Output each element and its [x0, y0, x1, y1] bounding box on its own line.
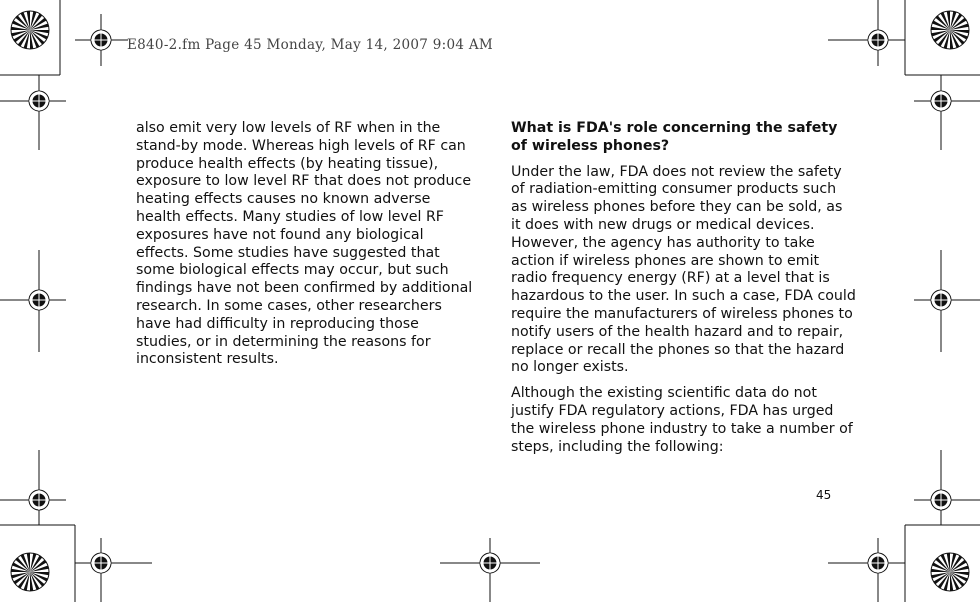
section-heading: What is FDA's role concerning the safety of wireless phones?	[511, 120, 838, 154]
color-target-bottom-right-icon	[931, 553, 969, 591]
file-stamp: E840-2.fm Page 45 Monday, May 14, 2007 9:04 AM	[127, 37, 493, 53]
registration-mark-bottom-center-icon	[440, 538, 540, 602]
starburst-ray	[15, 15, 30, 30]
registration-mark-top-left-icon	[75, 14, 128, 66]
body-paragraph: also emit very low levels of RF when in the stand-by mode. Whereas high levels of RF can produce health effects (by heating tissue), exposure to low level RF that does not produce heating effects causes no known adverse health effects. Many studies of low level RF exposures have not found any biological effects. Some studies have suggested that some biological effects may occur, but such findings have not been confirmed by additional research. In some cases, other researchers have had difficulty in reproducing those studies, or in determining the reasons for inconsistent results.	[136, 120, 473, 368]
starburst-ray	[950, 30, 965, 45]
body-paragraph: Under the law, FDA does not review the safety of radiation-emitting consumer products such as wireless phones before they can be sold, as it does with new drugs or medical devices. However, the agency has authority to take action if wireless phones are shown to emit radio frequency energy (RF) at a level that is hazardous to the user. In such a case, FDA could require the manufacturers of wireless phones to notify users of the health hazard and to repair, replace or recall the phones so that the hazard no longer exists.	[511, 163, 856, 376]
registration-mark-left-upper-icon	[0, 75, 66, 150]
color-target-top-right-icon	[931, 11, 969, 49]
starburst-ray	[15, 557, 30, 572]
registration-mark-top-right-icon	[828, 0, 905, 66]
registration-mark-right-upper-icon	[914, 75, 980, 150]
starburst-ray	[30, 572, 45, 587]
body-paragraph: Although the existing scientific data do not justify FDA regulatory actions, FDA has urged the wireless phone industry to take a number of steps, including the following:	[511, 385, 853, 455]
right-column	[511, 120, 856, 464]
page-number: 45	[816, 488, 832, 502]
starburst-ray	[935, 15, 950, 30]
color-target-top-left-icon	[11, 11, 49, 49]
color-target-bottom-left-icon	[11, 553, 49, 591]
registration-mark-bottom-left-icon	[75, 538, 152, 602]
registration-mark-right-lower-icon	[914, 450, 980, 525]
starburst-ray	[935, 557, 950, 572]
registration-mark-left-middle-icon	[0, 250, 66, 352]
left-column	[136, 120, 476, 369]
starburst-ray	[950, 572, 965, 587]
registration-mark-right-middle-icon	[914, 250, 980, 352]
starburst-ray	[30, 30, 45, 45]
registration-mark-bottom-right-icon	[828, 538, 905, 602]
registration-mark-left-lower-icon	[0, 450, 66, 525]
